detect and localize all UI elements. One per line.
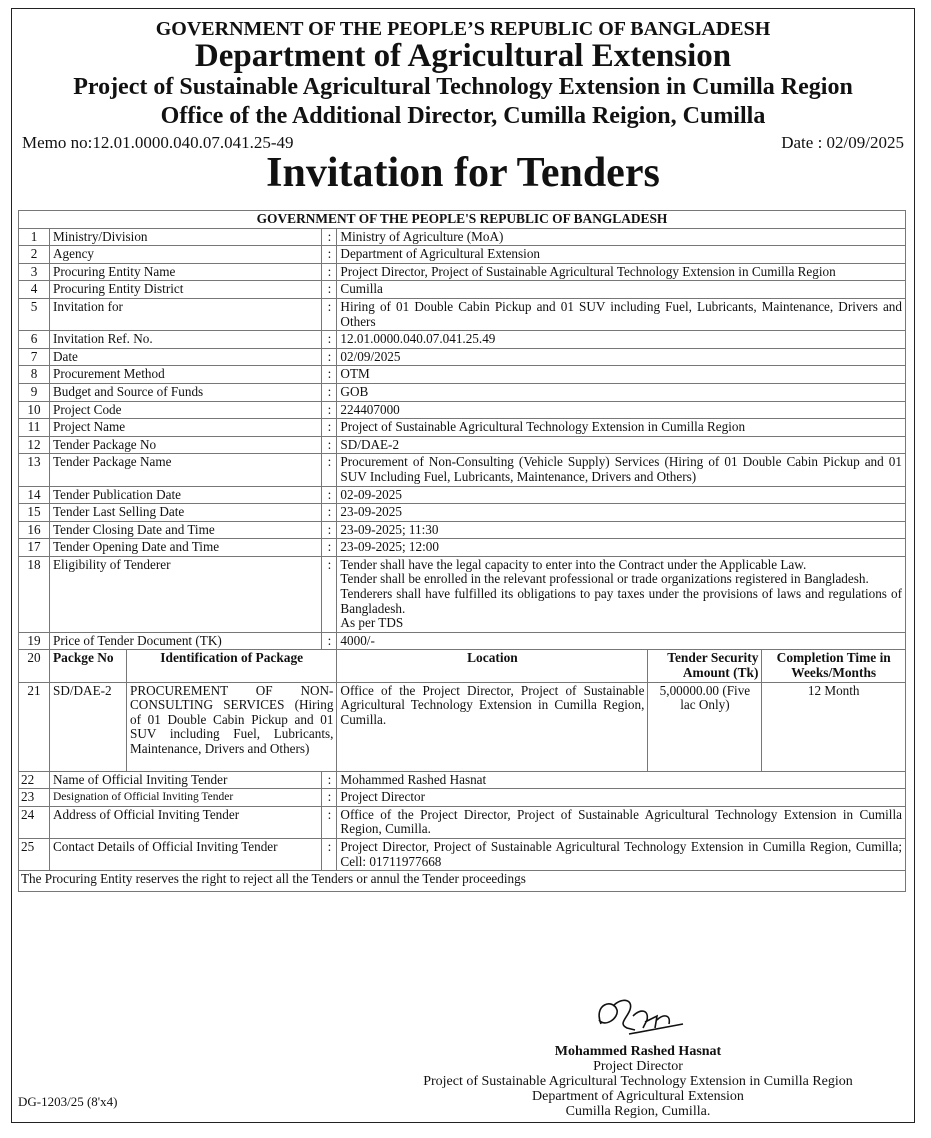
page-title: Invitation for Tenders [266, 150, 660, 196]
row-colon: : [322, 419, 337, 437]
row-value: 02/09/2025 [337, 348, 906, 366]
row-colon: : [322, 263, 337, 281]
row-label: Tender Opening Date and Time [50, 539, 322, 557]
row-label: Project Code [50, 401, 322, 419]
package-no-header: Packge No [50, 650, 127, 682]
row-value: 23-09-2025 [337, 504, 906, 522]
row-number: 3 [19, 263, 50, 281]
table-row [19, 771, 906, 789]
row-value: Project Director [337, 789, 906, 807]
table-row [19, 789, 906, 807]
signer-name: Mohammed Rashed Hasnat [554, 1044, 722, 1059]
row-value: Mohammed Rashed Hasnat [337, 771, 906, 789]
row-value: Ministry of Agriculture (MoA) [337, 228, 906, 246]
department-heading: Department of Agricultural Extension [194, 38, 732, 74]
signature-block [378, 994, 898, 1119]
eligibility-line: Tender shall have the legal capacity to enter into the Contract under the Applicable Law. [340, 556, 807, 572]
eligibility-value [337, 556, 906, 632]
row-number: 4 [19, 281, 50, 299]
table-row [19, 401, 906, 419]
row-value: Department of Agricultural Extension [337, 246, 906, 264]
table-row [19, 632, 906, 650]
gov-heading: GOVERNMENT OF THE PEOPLE’S REPUBLIC OF BANGLADESH [155, 18, 771, 40]
signer-region: Cumilla Region, Cumilla. [565, 1104, 711, 1119]
row-number: 1 [19, 228, 50, 246]
memo-number: Memo no:12.01.0000.040.07.041.25-49 [22, 133, 294, 152]
row-label: Procuring Entity Name [50, 263, 322, 281]
row-value: 4000/- [337, 632, 906, 650]
package-no: SD/DAE-2 [50, 682, 127, 771]
row-label: Invitation Ref. No. [50, 331, 322, 349]
row-label: Tender Publication Date [50, 486, 322, 504]
table-row [19, 298, 906, 330]
row-number: 11 [19, 419, 50, 437]
row-number: 13 [19, 454, 50, 486]
row-value: 12.01.0000.040.07.041.25.49 [337, 331, 906, 349]
row-value: 02-09-2025 [337, 486, 906, 504]
identification-header: Identification of Package [127, 650, 337, 682]
row-number: 20 [19, 650, 50, 682]
row-value: Project Director, Project of Sustainable Agricultural Technology Extension in Cumilla Region, Cumilla; Cell: 01711977668 [337, 839, 906, 871]
row-colon: : [322, 366, 337, 384]
row-number: 15 [19, 504, 50, 522]
row-value: OTM [337, 366, 906, 384]
row-label: Project Name [50, 419, 322, 437]
row-label: Tender Package Name [50, 454, 322, 486]
row-colon: : [322, 228, 337, 246]
location-header: Location [337, 650, 648, 682]
table-row [19, 486, 906, 504]
row-label: Price of Tender Document (TK) [50, 632, 322, 650]
package-identification: PROCUREMENT OF NON-CONSULTING SERVICES (Hiring of 01 Double Cabin Pickup and 01 SUV including Fuel, Lubricants, Maintenance, Drivers and Others) [127, 682, 337, 771]
row-label: Budget and Source of Funds [50, 383, 322, 401]
table-row [19, 454, 906, 486]
row-label: Eligibility of Tenderer [50, 556, 322, 632]
row-number: 23 [19, 789, 50, 807]
security-completion-cell [648, 682, 906, 771]
row-colon: : [322, 246, 337, 264]
row-number: 5 [19, 298, 50, 330]
row-number: 22 [19, 771, 50, 789]
row-colon: : [322, 331, 337, 349]
row-colon: : [322, 556, 337, 632]
row-label: Date [50, 348, 322, 366]
row-colon: : [322, 789, 337, 807]
eligibility-line: As per TDS [340, 615, 404, 631]
row-colon: : [322, 486, 337, 504]
row-value: Office of the Project Director, Project of Sustainable Agricultural Technology Extension in Cumilla Region, Cumilla. [337, 806, 906, 838]
row-number: 10 [19, 401, 50, 419]
table-row [19, 281, 906, 299]
completion-time: 12 Month [807, 682, 860, 698]
row-number: 8 [19, 366, 50, 384]
row-label: Name of Official Inviting Tender [50, 771, 322, 789]
row-colon: : [322, 436, 337, 454]
package-header-row [19, 650, 906, 682]
row-colon: : [322, 383, 337, 401]
signature-image [583, 994, 693, 1044]
completion-header: Completion Time in Weeks/Months [776, 650, 891, 681]
table-row [19, 839, 906, 871]
table-row [19, 263, 906, 281]
row-number: 24 [19, 806, 50, 838]
row-label: Tender Package No [50, 436, 322, 454]
row-number: 16 [19, 521, 50, 539]
row-number: 21 [19, 682, 50, 771]
row-value: 224407000 [337, 401, 906, 419]
security-amount: 5,00000.00 (Five lac Only) [648, 683, 762, 771]
table-row [19, 556, 906, 632]
package-row [19, 682, 906, 771]
table-row [19, 436, 906, 454]
row-value: SD/DAE-2 [337, 436, 906, 454]
row-label: Designation of Official Inviting Tender [50, 789, 322, 807]
row-colon: : [322, 539, 337, 557]
table-row [19, 348, 906, 366]
row-value: Project Director, Project of Sustainable Agricultural Technology Extension in Cumilla Region [337, 263, 906, 281]
row-colon: : [322, 521, 337, 539]
row-number: 2 [19, 246, 50, 264]
project-heading: Project of Sustainable Agricultural Technology Extension in Cumilla Region [73, 74, 853, 100]
signer-department: Department of Agricultural Extension [532, 1089, 744, 1104]
footer-note: The Procuring Entity reserves the right to reject all the Tenders or annul the Tender proceedings [19, 871, 906, 892]
table-row [19, 228, 906, 246]
table-row [19, 806, 906, 838]
row-value: Project of Sustainable Agricultural Technology Extension in Cumilla Region [337, 419, 906, 437]
row-number: 25 [19, 839, 50, 871]
dg-code: DG-1203/25 (8'x4) [18, 1094, 118, 1109]
row-colon: : [322, 454, 337, 486]
footer-row [19, 871, 906, 892]
row-label: Procurement Method [50, 366, 322, 384]
table-row [19, 383, 906, 401]
memo-date: Date : 02/09/2025 [781, 133, 904, 152]
row-number: 9 [19, 383, 50, 401]
table-row [19, 419, 906, 437]
row-label: Tender Closing Date and Time [50, 521, 322, 539]
row-label: Procuring Entity District [50, 281, 322, 299]
signer-project: Project of Sustainable Agricultural Technology Extension in Cumilla Region [423, 1074, 853, 1089]
security-header: Tender Security Amount (Tk) [648, 650, 762, 681]
row-number: 6 [19, 331, 50, 349]
row-colon: : [322, 401, 337, 419]
row-label: Address of Official Inviting Tender [50, 806, 322, 838]
row-number: 12 [19, 436, 50, 454]
row-number: 18 [19, 556, 50, 632]
package-location: Office of the Project Director, Project of Sustainable Agricultural Technology Extension in Cumilla Region, Cumilla. [337, 682, 648, 771]
table-header-row [19, 211, 906, 229]
office-heading: Office of the Additional Director, Cumilla Reigion, Cumilla [160, 103, 766, 129]
notice-page [11, 8, 915, 1123]
row-value: 23-09-2025; 12:00 [337, 539, 906, 557]
row-colon: : [322, 771, 337, 789]
table-row [19, 366, 906, 384]
row-label: Agency [50, 246, 322, 264]
row-colon: : [322, 298, 337, 330]
row-label: Contact Details of Official Inviting Tender [50, 839, 322, 871]
row-value: 23-09-2025; 11:30 [337, 521, 906, 539]
row-number: 17 [19, 539, 50, 557]
row-colon: : [322, 632, 337, 650]
row-colon: : [322, 806, 337, 838]
row-label: Ministry/Division [50, 228, 322, 246]
table-row [19, 246, 906, 264]
table-row [19, 539, 906, 557]
row-value: Hiring of 01 Double Cabin Pickup and 01 SUV including Fuel, Lubricants, Maintenance, Drivers and Others [337, 298, 906, 330]
eligibility-line: Tenderers shall have fulfilled its obligations to pay taxes under the provisions of laws and regulations of Bangladesh. [340, 586, 902, 616]
row-colon: : [322, 281, 337, 299]
row-colon: : [322, 839, 337, 871]
row-number: 7 [19, 348, 50, 366]
row-number: 19 [19, 632, 50, 650]
table-header: GOVERNMENT OF THE PEOPLE'S REPUBLIC OF BANGLADESH [19, 211, 906, 229]
row-colon: : [322, 348, 337, 366]
row-value: GOB [337, 383, 906, 401]
table-row [19, 504, 906, 522]
security-completion-header [648, 650, 906, 682]
signer-designation: Project Director [593, 1059, 683, 1074]
tender-table [18, 210, 906, 892]
row-label: Tender Last Selling Date [50, 504, 322, 522]
row-value: Procurement of Non-Consulting (Vehicle Supply) Services (Hiring of 01 Double Cabin Pickup and 01 SUV Including Fuel, Lubricants, Maintenance, Drivers and Others) [337, 454, 906, 486]
row-label: Invitation for [50, 298, 322, 330]
row-number: 14 [19, 486, 50, 504]
eligibility-line: Tender shall be enrolled in the relevant professional or trade organizations registered in Bangladesh. [340, 571, 869, 587]
table-row [19, 521, 906, 539]
table-row [19, 331, 906, 349]
row-colon: : [322, 504, 337, 522]
row-value: Cumilla [337, 281, 906, 299]
